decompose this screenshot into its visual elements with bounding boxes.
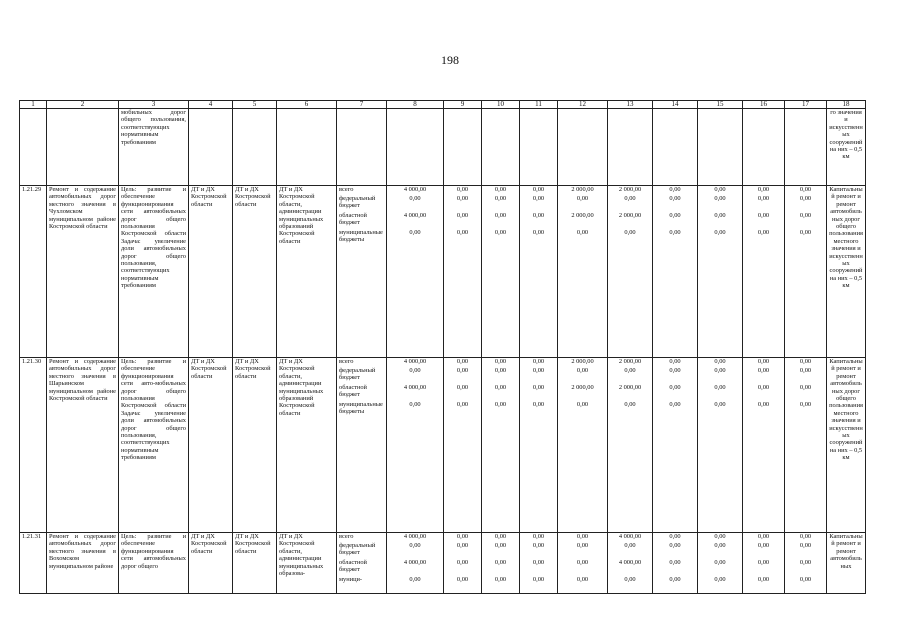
value: 0,00 [799,229,812,236]
value: 0,00 [456,367,469,374]
empty-cell [698,109,743,186]
funding-source: областной бюджет [339,212,367,227]
value: 0,00 [757,358,770,365]
value: 0,00 [757,559,770,566]
value: 4 000,00 [403,358,427,365]
header-cell: 14 [653,101,698,109]
row-executor: ДТ и ДХ Костромской области [189,358,233,533]
value: 0,00 [456,229,469,236]
value: 4 000,00 [403,186,427,193]
value: 0,00 [799,212,812,219]
value: 0,00 [494,212,507,219]
value: 0,00 [409,576,421,583]
value: 0,00 [669,401,681,408]
continuation-row [20,109,866,186]
value: 0,00 [456,212,469,219]
empty-cell [785,109,827,186]
value: 0,00 [669,542,681,549]
value: 4 000,00 [618,533,642,540]
funding-source: всего [339,186,354,193]
value: 0,00 [714,358,726,365]
row-participants: ДТ и ДХ Костромской области, администрации муниципальных образова- [277,533,337,594]
value-cell [785,533,827,594]
value-cell [698,186,743,358]
value: 0,00 [456,533,469,540]
value: 0,00 [494,367,507,374]
header-row [20,101,866,109]
funding-source: муниципальные бюджеты [339,401,383,416]
value: 0,00 [799,559,812,566]
value: 0,00 [669,358,681,365]
value-cell [558,186,608,358]
value: 0,00 [456,576,469,583]
empty-cell [20,109,47,186]
value: 0,00 [494,229,507,236]
empty-cell [444,109,482,186]
header-cell: 2 [47,101,119,109]
empty-cell [482,109,520,186]
value: 0,00 [494,195,507,202]
value: 0,00 [532,195,545,202]
value: 0,00 [456,559,469,566]
header-cell: 6 [277,101,337,109]
row-coexecutor: ДТ и ДХ Костромской области [233,186,277,358]
header-cell: 15 [698,101,743,109]
value: 0,00 [669,212,681,219]
empty-cell [558,109,608,186]
value: 4 000,00 [403,559,427,566]
value: 0,00 [532,229,545,236]
value: 0,00 [669,384,681,391]
value: 0,00 [799,186,812,193]
value: 0,00 [532,358,545,365]
value: 0,00 [624,229,636,236]
value: 0,00 [494,358,507,365]
funding-source: всего [339,533,354,540]
value-cell [482,533,520,594]
value: 0,00 [456,186,469,193]
row-participants: ДТ и ДХ Костромской области, администрации муниципальных образований Костромской области [277,358,337,533]
value-cell [743,186,785,358]
value: 0,00 [714,384,726,391]
row-sources [337,533,387,594]
table-row [20,186,866,358]
value: 0,00 [576,229,589,236]
value: 2 000,00 [571,186,594,193]
value: 0,00 [714,576,726,583]
row-participants: ДТ и ДХ Костромской области, администрации муниципальных образований Костромской области [277,186,337,358]
funding-source: областной бюджет [339,384,367,399]
header-cell: 12 [558,101,608,109]
value: 0,00 [757,212,770,219]
value: 0,00 [576,533,589,540]
value: 0,00 [714,559,726,566]
funding-source: федеральный бюджет [339,542,376,557]
value: 0,00 [409,401,421,408]
value: 4 000,00 [403,212,427,219]
value: 0,00 [576,559,589,566]
value: 0,00 [532,186,545,193]
header-cell: 3 [119,101,189,109]
value: 0,00 [799,401,812,408]
value: 0,00 [757,186,770,193]
value: 0,00 [714,401,726,408]
header-cell: 7 [337,101,387,109]
value: 0,00 [456,195,469,202]
value: 0,00 [409,542,421,549]
value: 0,00 [532,384,545,391]
value: 0,00 [669,559,681,566]
value: 0,00 [669,195,681,202]
value-cell [608,186,653,358]
value: 4 000,00 [403,533,427,540]
value: 0,00 [624,401,636,408]
funding-source: федеральный бюджет [339,367,376,382]
value: 0,00 [494,576,507,583]
value: 0,00 [669,367,681,374]
goal-cell: мобильных дорог общего пользования, соответствующих нормативным требованиям [119,109,189,186]
value: 0,00 [532,367,545,374]
value-cell [653,533,698,594]
funding-source: муниципальные бюджеты [339,229,383,244]
value: 0,00 [799,542,812,549]
value-cell [558,533,608,594]
header-cell: 1 [20,101,47,109]
funding-source: муници- [339,576,363,583]
value-cell [520,186,558,358]
value: 0,00 [714,186,726,193]
value-cell [743,358,785,533]
value: 0,00 [494,559,507,566]
value: 2 000,00 [618,384,642,391]
value: 0,00 [757,533,770,540]
value: 0,00 [757,401,770,408]
value: 0,00 [532,212,545,219]
empty-cell [608,109,653,186]
value: 0,00 [494,542,507,549]
page-number: 198 [441,53,459,67]
empty-cell [337,109,387,186]
value-cell [482,186,520,358]
value-cell [653,358,698,533]
value: 0,00 [714,367,726,374]
header-cell: 4 [189,101,233,109]
value: 2 000,00 [618,358,642,365]
row-name: Ремонт и содержание автомобильных дорог местного значения в Вохомском муниципальном районе [47,533,119,594]
value-cell [520,533,558,594]
row-executor: ДТ и ДХ Костромской области [189,533,233,594]
value: 0,00 [757,367,770,374]
value: 0,00 [624,367,636,374]
value: 0,00 [714,533,726,540]
row-id: 1.21.29 [20,186,47,358]
header-cell: 9 [444,101,482,109]
value: 0,00 [757,576,770,583]
value-cell [558,358,608,533]
row-name: Ремонт и содержание автомобильных дорог местного значения в Чухломском муниципальном районе Костромской области [47,186,119,358]
value-cell [387,186,444,358]
empty-cell [387,109,444,186]
value: 0,00 [757,195,770,202]
empty-cell [743,109,785,186]
value: 0,00 [494,384,507,391]
value: 0,00 [456,384,469,391]
row-coexecutor: ДТ и ДХ Костромской области [233,358,277,533]
value: 4 000,00 [618,559,642,566]
value: 0,00 [532,576,545,583]
value: 0,00 [757,229,770,236]
value: 2 000,00 [571,212,594,219]
value: 0,00 [714,195,726,202]
value: 0,00 [757,542,770,549]
empty-cell [189,109,233,186]
row-id: 1.21.30 [20,358,47,533]
value: 0,00 [624,542,636,549]
value-cell [608,533,653,594]
value-cell [387,358,444,533]
value-cell [444,186,482,358]
header-cell: 17 [785,101,827,109]
value: 0,00 [669,533,681,540]
funding-source: федеральный бюджет [339,195,376,210]
value: 0,00 [799,367,812,374]
empty-cell [47,109,119,186]
value: 0,00 [494,401,507,408]
value-cell [785,186,827,358]
value: 0,00 [532,401,545,408]
row-id: 1.21.31 [20,533,47,594]
value: 0,00 [669,229,681,236]
value: 0,00 [799,358,812,365]
value: 0,00 [409,367,421,374]
value-cell [653,186,698,358]
value: 0,00 [532,542,545,549]
value: 2 000,00 [571,358,594,365]
value: 4 000,00 [403,384,427,391]
value: 0,00 [757,384,770,391]
value: 0,00 [576,195,589,202]
value: 0,00 [714,212,726,219]
value: 0,00 [532,533,545,540]
empty-cell [520,109,558,186]
row-goal: Цель: развитие и обеспечение функционирования сети автомобильных дорог общего [119,533,189,594]
value: 0,00 [456,401,469,408]
row-name: Ремонт и содержание автомобильных дорог местного значения в Шарьинском муниципальном районе Костромской области [47,358,119,533]
value: 0,00 [714,229,726,236]
header-cell: 5 [233,101,277,109]
value: 0,00 [669,576,681,583]
value: 0,00 [409,195,421,202]
value-cell [444,533,482,594]
empty-cell [653,109,698,186]
value: 0,00 [799,533,812,540]
empty-cell [233,109,277,186]
value: 0,00 [669,186,681,193]
empty-cell [277,109,337,186]
row-executor: ДТ и ДХ Костромской области [189,186,233,358]
value-cell [482,358,520,533]
row-goal: Цель: развитие и обеспечение функционирования сети автомобильных дорог общего пользования Костромской области Задача: увеличение доли автомобильных дорог общего пользования, соответствующих нормативным требованиям [119,186,189,358]
header-cell: 16 [743,101,785,109]
value: 0,00 [799,384,812,391]
value-cell [785,358,827,533]
table-row [20,358,866,533]
budget-table [19,100,866,594]
value: 0,00 [494,186,507,193]
row-goal: Цель: развитие и обеспечение функционирования сети авто-мобильных дорог общего пользования Костромской области Задача: увеличение доли автомобильных дорог общего пользования, соответствующих нормативным требованиям [119,358,189,533]
value: 0,00 [532,559,545,566]
result-cell: го значения и искусственных сооружений на них – 0,5 км [827,109,866,186]
row-result: Капитальный ремонт и ремонт автомобильных дорог общего пользования местного значения и искусственных сооружений на них – 0,5 км [827,358,866,533]
value: 2 000,00 [571,384,594,391]
header-cell: 18 [827,101,866,109]
value: 0,00 [714,542,726,549]
header-cell: 13 [608,101,653,109]
value-cell [444,358,482,533]
row-sources [337,358,387,533]
value: 0,00 [576,367,589,374]
value: 0,00 [624,576,636,583]
row-sources [337,186,387,358]
row-result: Капитальный ремонт и ремонт автомобильных [827,533,866,594]
value: 2 000,00 [618,212,642,219]
value: 0,00 [576,401,589,408]
value: 0,00 [624,195,636,202]
funding-source: областной бюджет [339,559,367,574]
value-cell [387,533,444,594]
header-cell: 8 [387,101,444,109]
table-row [20,533,866,594]
value-cell [743,533,785,594]
row-result: Капитальный ремонт и ремонт автомобильных дорог общего пользования местного значения и искусственных сооружений на них – 0,5 км [827,186,866,358]
value: 0,00 [494,533,507,540]
value: 0,00 [409,229,421,236]
row-coexecutor: ДТ и ДХ Костромской области [233,533,277,594]
value-cell [698,358,743,533]
value: 0,00 [576,542,589,549]
value-cell [520,358,558,533]
header-cell: 10 [482,101,520,109]
header-cell: 11 [520,101,558,109]
value: 0,00 [576,576,589,583]
value-cell [608,358,653,533]
value: 0,00 [456,358,469,365]
value: 0,00 [799,576,812,583]
value: 0,00 [799,195,812,202]
value-cell [698,533,743,594]
value: 0,00 [456,542,469,549]
value: 2 000,00 [618,186,642,193]
funding-source: всего [339,358,354,365]
